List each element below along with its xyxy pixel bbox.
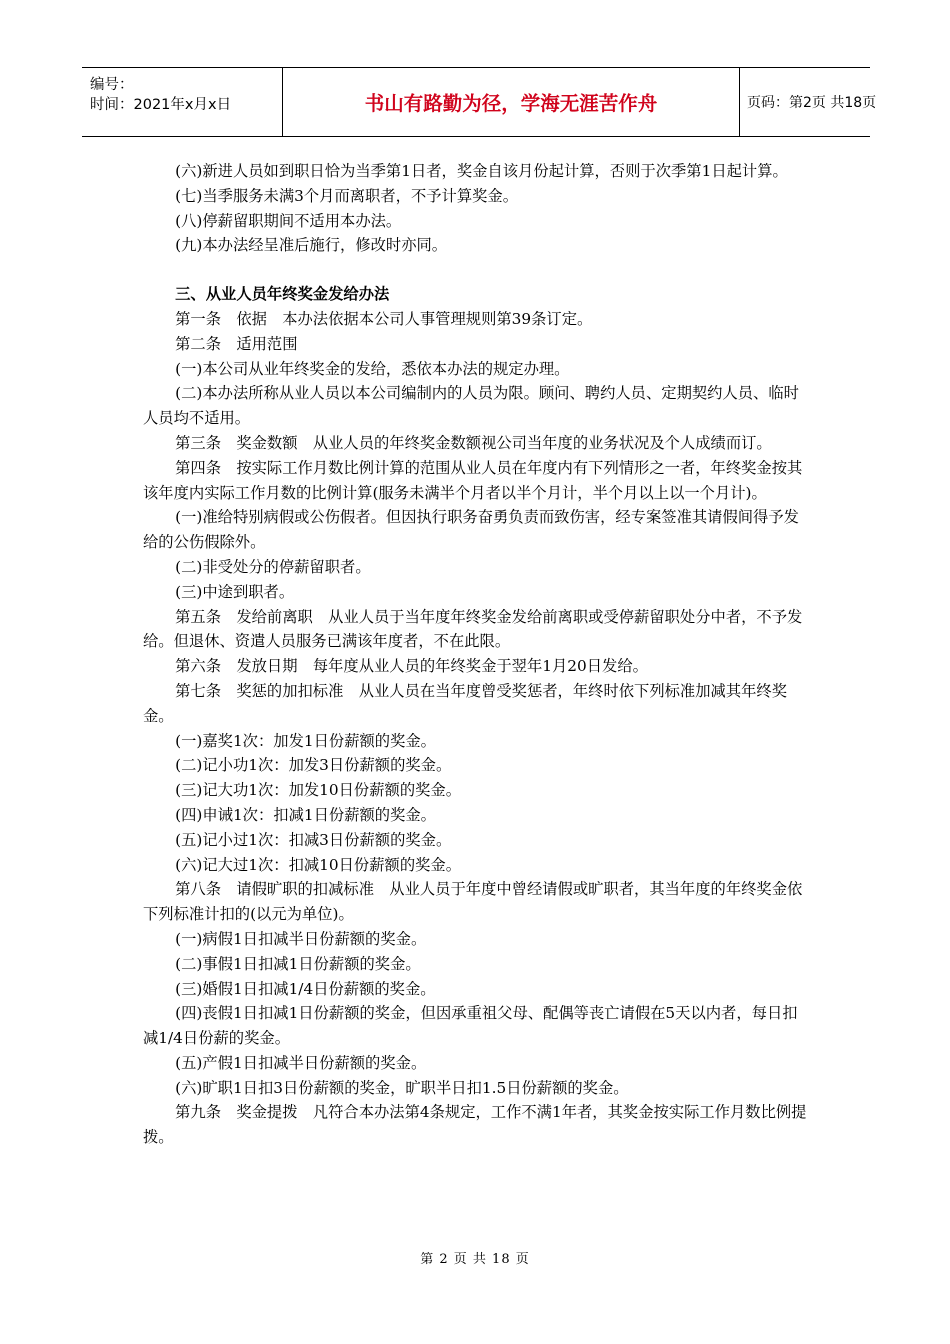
- paragraph: (九)本办法经呈准后施行，修改时亦同。: [175, 236, 448, 255]
- page-footer: 第 2 页 共 18 页: [420, 1252, 530, 1267]
- paragraph: (四)申诫1次：扣减1日份薪额的奖金。: [175, 805, 436, 824]
- paragraph: (七)当季服务未满3个月而离职者，不予计算奖金。: [175, 186, 519, 205]
- paragraph: 第九条 奖金提拨 凡符合本办法第4条规定，工作不满1年者，其奖金按实际工作月数比例提拨。: [143, 1103, 807, 1147]
- paragraph: (一)嘉奖1次：加发1日份薪额的奖金。: [175, 731, 436, 750]
- paragraph: (三)中途到职者。: [175, 582, 295, 601]
- header-motto: 书山有路勤为径，学海无涯苦作舟: [282, 68, 740, 136]
- section-title: 三、从业人员年终奖金发给办法: [175, 285, 390, 304]
- page-header: [82, 67, 877, 137]
- header-meta: [82, 68, 282, 136]
- paragraph: (二)事假1日扣减1日份薪额的奖金。: [175, 954, 421, 973]
- paragraph: (五)产假1日扣减半日份薪额的奖金。: [175, 1053, 427, 1072]
- paragraph: 第八条 请假旷职的扣减标准 从业人员于年度中曾经请假或旷职者，其当年度的年终奖金依下列标准计扣的(以元为单位)。: [143, 880, 803, 924]
- paragraph: (四)丧假1日扣减1日份薪额的奖金，但因承重祖父母、配偶等丧亡请假在5天以内者，每日扣减1/4日份薪的奖金。: [143, 1004, 798, 1048]
- paragraph: (一)准给特别病假或公伤假者。但因执行职务奋勇负责而致伤害，经专案签准其请假间得予发给的公伤假除外。: [143, 508, 799, 552]
- paragraph: (二)本办法所称从业人员以本公司编制内的人员为限。顾问、聘约人员、定期契约人员、临时人员均不适用。: [143, 384, 799, 428]
- paragraph: (六)旷职1日扣3日份薪额的奖金，旷职半日扣1.5日份薪额的奖金。: [175, 1078, 629, 1097]
- document-date-label: 时间：2021年x月x日: [90, 97, 232, 113]
- paragraph: 第一条 依据 本办法依据本公司人事管理规则第39条订定。: [175, 309, 593, 328]
- paragraph: (五)记小过1次：扣减3日份薪额的奖金。: [175, 830, 452, 849]
- paragraph: (六)记大过1次：扣减10日份薪额的奖金。: [175, 855, 462, 874]
- paragraph: (一)病假1日扣减半日份薪额的奖金。: [175, 929, 427, 948]
- paragraph: 第三条 奖金数额 从业人员的年终奖金数额视公司当年度的业务状况及个人成绩而订。: [175, 433, 772, 452]
- paragraph: 第二条 适用范围: [175, 334, 298, 353]
- paragraph: 第六条 发放日期 每年度从业人员的年终奖金于翌年1月20日发给。: [175, 657, 648, 676]
- paragraph: 第七条 奖惩的加扣标准 从业人员在当年度曾受奖惩者，年终时依下列标准加减其年终奖金。: [143, 681, 788, 725]
- paragraph: (二)记小功1次：加发3日份薪额的奖金。: [175, 756, 452, 775]
- document-body: [143, 159, 811, 1150]
- document-number-label: 编号：: [90, 77, 134, 93]
- paragraph: (三)婚假1日扣减1/4日份薪额的奖金。: [175, 979, 436, 998]
- paragraph: (六)新进人员如到职日恰为当季第1日者，奖金自该月份起计算，否则于次季第1日起计算。: [175, 162, 788, 180]
- paragraph: (八)停薪留职期间不适用本办法。: [175, 211, 402, 230]
- header-page-label: 页码：第2页 共18页: [747, 95, 877, 111]
- paragraph: (二)非受处分的停薪留职者。: [175, 557, 371, 576]
- paragraph: (三)记大功1次：加发10日份薪额的奖金。: [175, 781, 462, 800]
- paragraph: (一)本公司从业年终奖金的发给，悉依本办法的规定办理。: [175, 359, 570, 378]
- paragraph: 第四条 按实际工作月数比例计算的范围从业人员在年度内有下列情形之一者，年终奖金按其该年度内实际工作月数的比例计算(服务未满半个月者以半个月计，半个月以上以一个月计)。: [143, 458, 803, 502]
- paragraph: 第五条 发给前离职 从业人员于当年度年终奖金发给前离职或受停薪留职处分中者，不予发给。但退休、资遣人员服务已满该年度者，不在此限。: [143, 607, 803, 651]
